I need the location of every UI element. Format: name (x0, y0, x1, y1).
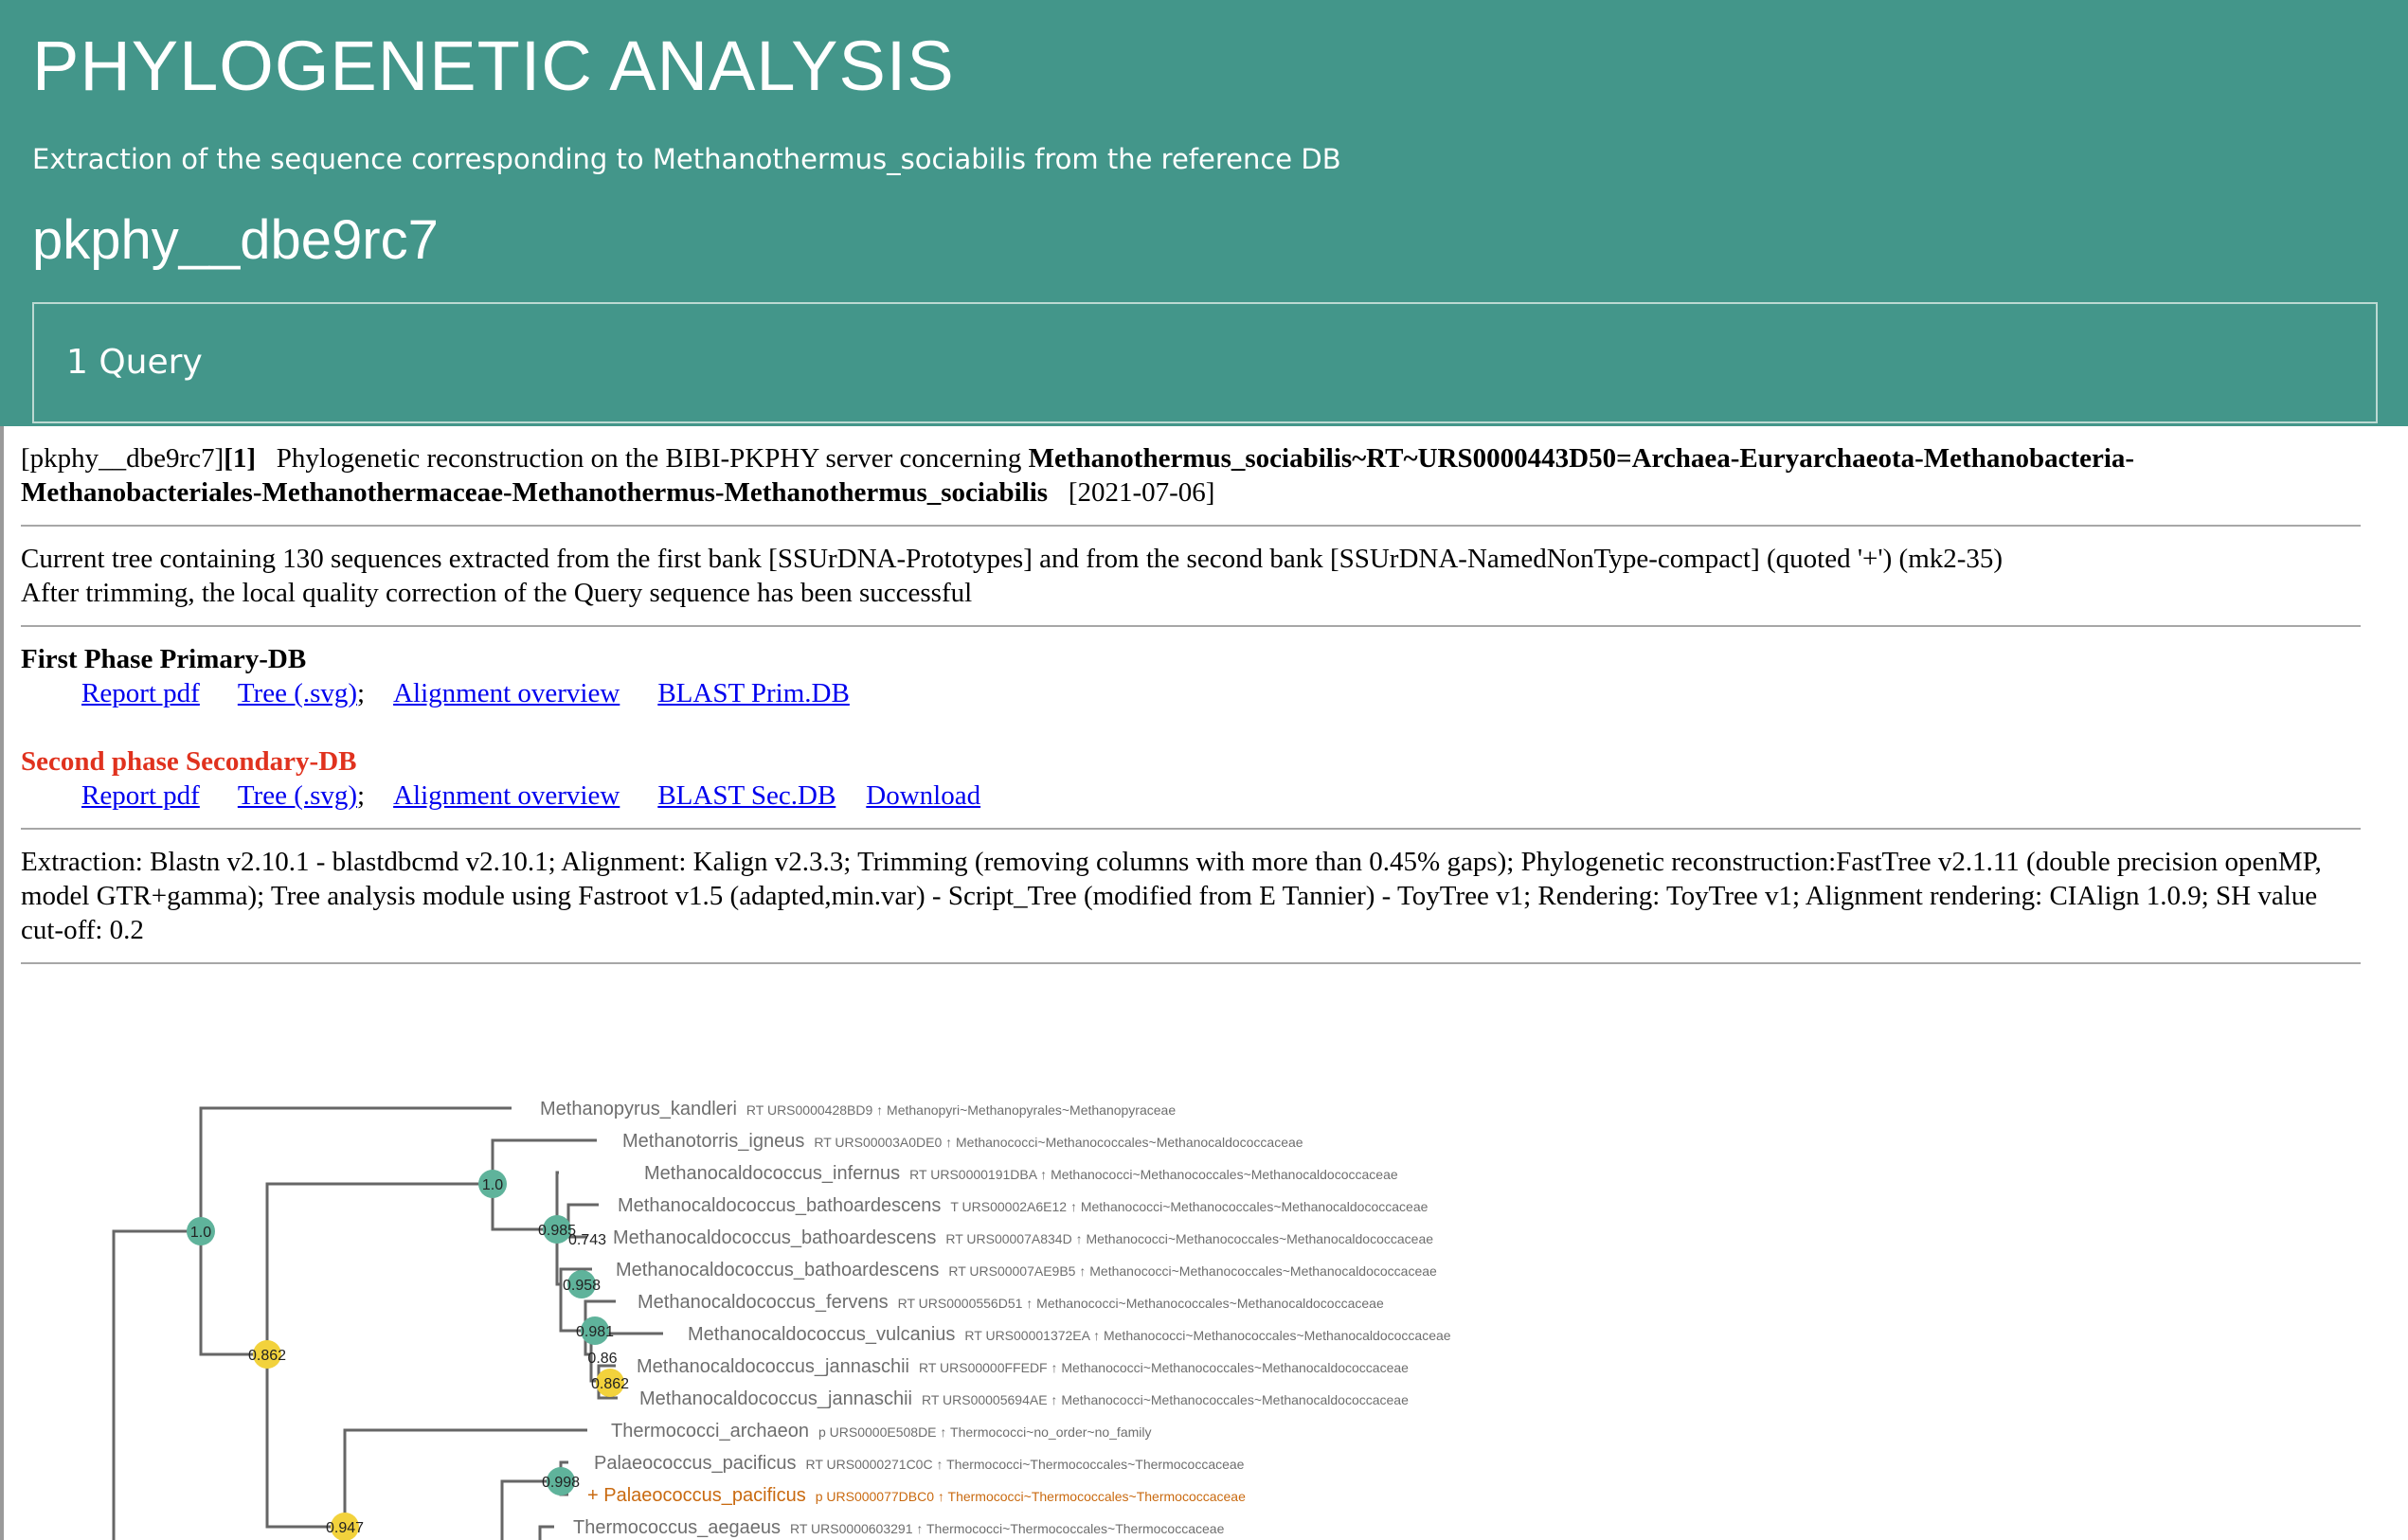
support-value: 0.86 (587, 1351, 618, 1367)
first-phase-title: First Phase Primary-DB (21, 644, 307, 674)
tree-leaf-label (618, 1195, 1429, 1216)
tree-leaf-label (573, 1517, 1225, 1538)
tree-branch (540, 1527, 554, 1540)
tree-leaf-label (540, 1099, 1176, 1119)
tree-info (21, 542, 2361, 610)
query-panel[interactable] (32, 302, 2378, 423)
support-value: 0.981 (575, 1324, 615, 1340)
leaf-name: Methanocaldococcus_bathoardescens (618, 1195, 942, 1216)
leaf-name: Thermococci_archaeon (611, 1421, 809, 1442)
leaf-meta: RT URS0000556D51 ↑ Methanococci~Methanococcales~Methanocaldococcaceae (897, 1296, 1384, 1311)
tree-leaf-label (644, 1163, 1398, 1184)
support-value: 0.998 (541, 1475, 581, 1491)
tree-leaf-label (611, 1421, 1152, 1442)
tree-branch (114, 1108, 512, 1540)
leaf-meta: RT URS00007A834D ↑ Methanococci~Methanococcales~Methanocaldococcaceae (945, 1231, 1434, 1246)
leaf-name: Methanocaldococcus_bathoardescens (613, 1227, 937, 1248)
leaf-name: Methanotorris_igneus (622, 1131, 805, 1152)
tree-leaf-label (587, 1485, 1246, 1506)
tree-branch (201, 1231, 267, 1354)
tree-info-line-2: After trimming, the local quality correction of the Query sequence has been successful (21, 578, 973, 608)
download-link[interactable]: Download (866, 780, 981, 811)
leaf-name: Thermococcus_aegaeus (573, 1517, 782, 1538)
second-phase-section (21, 744, 2361, 813)
page-header (0, 0, 2408, 426)
tree-branch (267, 1354, 345, 1527)
page-subtitle: Extraction of the sequence corresponding to Methanothermus_sociabilis from the reference DB (32, 143, 1341, 175)
tree-leaf-label (638, 1292, 1384, 1313)
support-value: 0.862 (590, 1376, 630, 1392)
second-tree-svg-link[interactable]: Tree (.svg) (237, 780, 358, 811)
tree-branch (568, 1205, 599, 1224)
job-id: pkphy__dbe9rc7 (32, 209, 439, 271)
leaf-meta: RT URS00000FFEDF ↑ Methanococci~Methanococcales~Methanocaldococcaceae (918, 1360, 1409, 1375)
summary-ref: [pkphy__dbe9rc7] (21, 443, 225, 474)
first-phase-section (21, 642, 2361, 710)
tree-leaf-label (637, 1356, 1409, 1377)
leaf-meta: RT URS00001372EA ↑ Methanococci~Methanococcales~Methanocaldococcaceae (964, 1328, 1451, 1343)
leaf-name: + Palaeococcus_pacificus (587, 1485, 806, 1506)
leaf-meta: RT URS00005694AE ↑ Methanococci~Methanococcales~Methanocaldococcaceae (921, 1392, 1409, 1407)
divider (21, 828, 2361, 830)
second-phase-links: Report pdf Tree (.svg); Alignment overview BLAST Sec.DB Download (81, 780, 981, 811)
leaf-meta: p URS000077DBC0 ↑ Thermococci~Thermococcales~Thermococcaceae (815, 1489, 1246, 1504)
tree-branch (493, 1140, 597, 1184)
first-phase-links: Report pdf Tree (.svg); Alignment overview BLAST Prim.DB (81, 678, 850, 708)
tree-leaf-label (622, 1131, 1303, 1152)
support-value: 0.958 (562, 1278, 602, 1294)
leaf-name: Methanocaldococcus_infernus (644, 1163, 901, 1184)
tree-leaf-label (594, 1453, 1245, 1474)
leaf-name: Methanopyrus_kandleri (540, 1099, 737, 1119)
support-value: 0.743 (567, 1232, 607, 1248)
app-title: PHYLOGENETIC ANALYSIS (32, 27, 955, 105)
phylogenetic-tree (0, 1004, 2408, 1540)
summary-paragraph (21, 441, 2361, 510)
tree-leaf-label (688, 1324, 1451, 1345)
leaf-name: Methanocaldococcus_vulcanius (688, 1324, 956, 1345)
summary-date: [2021-07-06] (1068, 477, 1215, 508)
tree-branch (267, 1184, 493, 1354)
leaf-meta: p URS0000E508DE ↑ Thermococci~no_order~no_family (818, 1424, 1152, 1440)
main-content (21, 441, 2361, 979)
blast-sec-db-link[interactable]: BLAST Sec.DB (657, 780, 836, 811)
tree-leaf-label (639, 1388, 1409, 1409)
leaf-meta: RT URS0000428BD9 ↑ Methanopyri~Methanopyrales~Methanopyraceae (746, 1102, 1177, 1118)
summary-ref-num: [1] (224, 443, 257, 474)
tree-leaf-label (616, 1260, 1437, 1280)
leaf-name: Palaeococcus_pacificus (594, 1453, 797, 1474)
support-value: 0.947 (325, 1520, 365, 1536)
blast-prim-db-link[interactable]: BLAST Prim.DB (657, 678, 850, 708)
leaf-name: Methanocaldococcus_jannaschii (637, 1356, 909, 1377)
first-tree-svg-link[interactable]: Tree (.svg) (237, 678, 358, 708)
leaf-name: Methanocaldococcus_jannaschii (639, 1388, 912, 1409)
second-report-pdf-link[interactable]: Report pdf (81, 780, 200, 811)
leaf-meta: RT URS0000191DBA ↑ Methanococci~Methanococcales~Methanocaldococcaceae (909, 1167, 1398, 1182)
support-value: 0.985 (537, 1223, 577, 1239)
leaf-meta: T URS00002A6E12 ↑ Methanococci~Methanococcales~Methanocaldococcaceae (950, 1199, 1429, 1214)
tree-canvas (0, 1004, 2408, 1540)
summary-taxon: Methanothermus_sociabilis~RT~URS0000443D50=Archaea-Euryarchaeota-Methanobacteria-Methanobacteriales-Methanothermaceae-Methanothermus-Methanothermus_sociabilis (21, 443, 2135, 508)
summary-lead: Phylogenetic reconstruction on the BIBI-PKPHY server concerning (276, 443, 1029, 474)
first-alignment-overview-link[interactable]: Alignment overview (393, 678, 620, 708)
divider (21, 525, 2361, 527)
second-phase-title: Second phase Secondary-DB (21, 746, 357, 777)
leaf-meta: RT URS00007AE9B5 ↑ Methanococci~Methanococcales~Methanocaldococcaceae (948, 1263, 1437, 1279)
leaf-meta: RT URS00003A0DE0 ↑ Methanococci~Methanococcales~Methanocaldococcaceae (814, 1135, 1303, 1150)
methods-paragraph: Extraction: Blastn v2.10.1 - blastdbcmd v2.10.1; Alignment: Kalign v2.3.3; Trimming (removing columns with more than 0.45% gaps); Phylogenetic reconstruction:FastTree v2.1.11 (double precision openMP, model GTR+gamma); Tree analysis module using Fastroot v1.5 (adapted,min.var) - Script_Tree (modified from E Tannier) - ToyTree v1; Rendering: ToyTree v1; Alignment rendering: CIAlign 1.0.9; SH value cut-off: 0.2 (21, 847, 2322, 945)
support-value: 0.862 (247, 1348, 287, 1364)
leaf-meta: RT URS0000603291 ↑ Thermococci~Thermococcales~Thermococcaceae (790, 1521, 1225, 1536)
leaf-name: Methanocaldococcus_bathoardescens (616, 1260, 940, 1280)
tree-leaf-label (613, 1227, 1433, 1248)
support-value: 1.0 (189, 1225, 212, 1241)
leaf-meta: RT URS0000271C0C ↑ Thermococci~Thermococcales~Thermococcaceae (805, 1457, 1245, 1472)
first-report-pdf-link[interactable]: Report pdf (81, 678, 200, 708)
query-label[interactable]: 1 Query (66, 343, 203, 382)
support-value: 1.0 (481, 1177, 504, 1193)
second-alignment-overview-link[interactable]: Alignment overview (393, 780, 620, 811)
tree-info-line-1: Current tree containing 130 sequences extracted from the first bank [SSUrDNA-Prototypes] and from the second bank [SSUrDNA-NamedNonType-compact] (quoted '+') (mk2-35) (21, 544, 2004, 574)
leaf-name: Methanocaldococcus_fervens (638, 1292, 889, 1313)
divider (21, 625, 2361, 627)
divider (21, 962, 2361, 964)
